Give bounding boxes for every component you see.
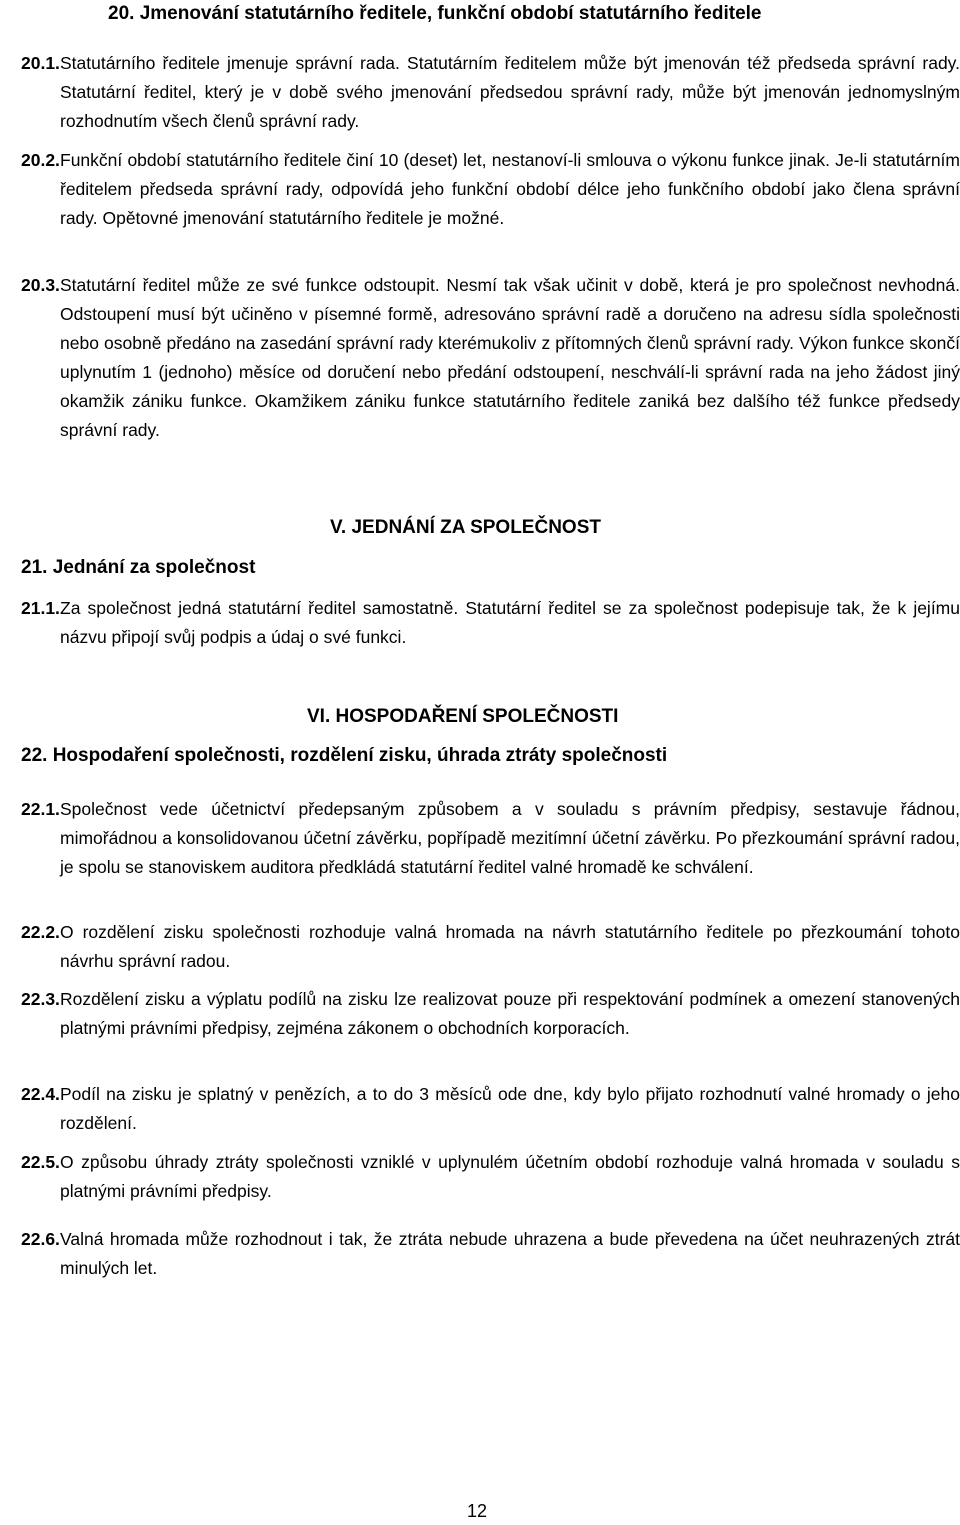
clause-22-3 [21, 985, 960, 1043]
clause-number: 20.2. [21, 150, 60, 170]
clause-text: O rozdělení zisku společnosti rozhoduje valná hromada na návrh statutárního ředitele po přezkoumání tohoto návrhu správní radou. [60, 922, 960, 971]
clause-text: Statutárního ředitele jmenuje správní rada. Statutárním ředitelem může být jmenován též předseda správní rady. Statutární ředitel, který je v době svého jmenování předsedou správní rady, může být jmenován jednomyslným rozhodnutím všech členů správní rady. [60, 53, 960, 131]
clause-22-2 [21, 918, 960, 976]
clause-number: 22.3. [21, 989, 60, 1009]
clause-22-4 [21, 1080, 960, 1138]
clause-text: O způsobu úhrady ztráty společnosti vzniklé v uplynulém účetním období rozhoduje valná hromada v souladu s platnými právními předpisy. [60, 1152, 960, 1201]
clause-text: Společnost vede účetnictví předepsaným způsobem a v souladu s právním předpisy, sestavuje řádnou, mimořádnou a konsolidovanou účetní závěrku, popřípadě mezitímní účetní závěrku. Po přezkoumání správní radou, je spolu se stanoviskem auditora předkládá statutární ředitel valné hromadě ke schválení. [60, 799, 960, 877]
clause-number: 20.1. [21, 53, 60, 73]
clause-text: Rozdělení zisku a výplatu podílů na zisku lze realizovat pouze při respektování podmínek a omezení stanovených platnými právními předpisy, zejména zákonem o obchodních korporacích. [60, 989, 960, 1038]
clause-number: 22.2. [21, 922, 60, 942]
article-21-title: 21. Jednání za společnost [21, 557, 256, 578]
clause-number: 21.1. [21, 598, 60, 618]
clause-20-1 [21, 49, 960, 136]
clause-number: 22.6. [21, 1229, 60, 1249]
clause-number: 22.4. [21, 1084, 60, 1104]
clause-22-5 [21, 1148, 960, 1206]
clause-text: Podíl na zisku je splatný v penězích, a to do 3 měsíců ode dne, kdy bylo přijato rozhodnutí valné hromady o jeho rozdělení. [60, 1084, 960, 1133]
section-v-title: V. JEDNÁNÍ ZA SPOLEČNOST [330, 517, 601, 538]
article-20-heading: 20. Jmenování statutárního ředitele, funkční období statutárního ředitele [108, 3, 762, 24]
clause-22-1 [21, 795, 960, 882]
clause-text: Valná hromada může rozhodnout i tak, že ztráta nebude uhrazena a bude převedena na účet neuhrazených ztrát minulých let. [60, 1229, 960, 1278]
clause-text: Za společnost jedná statutární ředitel samostatně. Statutární ředitel se za společnost podepisuje tak, že k jejímu názvu připojí svůj podpis a údaj o své funkci. [60, 598, 960, 647]
clause-21-1 [21, 594, 960, 652]
clause-number: 22.5. [21, 1152, 60, 1172]
page-number: 12 [467, 1501, 488, 1521]
clause-number: 20.3. [21, 275, 60, 295]
clause-text: Funkční období statutárního ředitele činí 10 (deset) let, nestanoví-li smlouva o výkonu funkce jinak. Je-li statutárním ředitelem předseda správní rady, odpovídá jeho funkční období délce jeho funkčního období jako člena správní rady. Opětovné jmenování statutárního ředitele je možné. [60, 150, 960, 228]
clause-number: 22.1. [21, 799, 60, 819]
clause-20-3 [21, 271, 960, 445]
clause-20-2 [21, 146, 960, 233]
clause-22-6 [21, 1225, 960, 1283]
clause-text: Statutární ředitel může ze své funkce odstoupit. Nesmí tak však učinit v době, která je pro společnost nevhodná. Odstoupení musí být učiněno v písemné formě, adresováno správní radě a doručeno na adresu sídla společnosti nebo osobně předáno na zasedání správní rady kterémukoliv z přítomných členů správní rady. Výkon funkce skončí uplynutím 1 (jednoho) měsíce od doručení nebo předání odstoupení, neschválí-li správní rada na jeho žádost jiný okamžik zániku funkce. Okamžikem zániku funkce statutárního ředitele zaniká bez dalšího též funkce předsedy správní rady. [60, 275, 960, 440]
section-vi-title: VI. HOSPODAŘENÍ SPOLEČNOSTI [307, 706, 619, 727]
article-22-title: 22. Hospodaření společnosti, rozdělení zisku, úhrada ztráty společnosti [21, 745, 668, 766]
